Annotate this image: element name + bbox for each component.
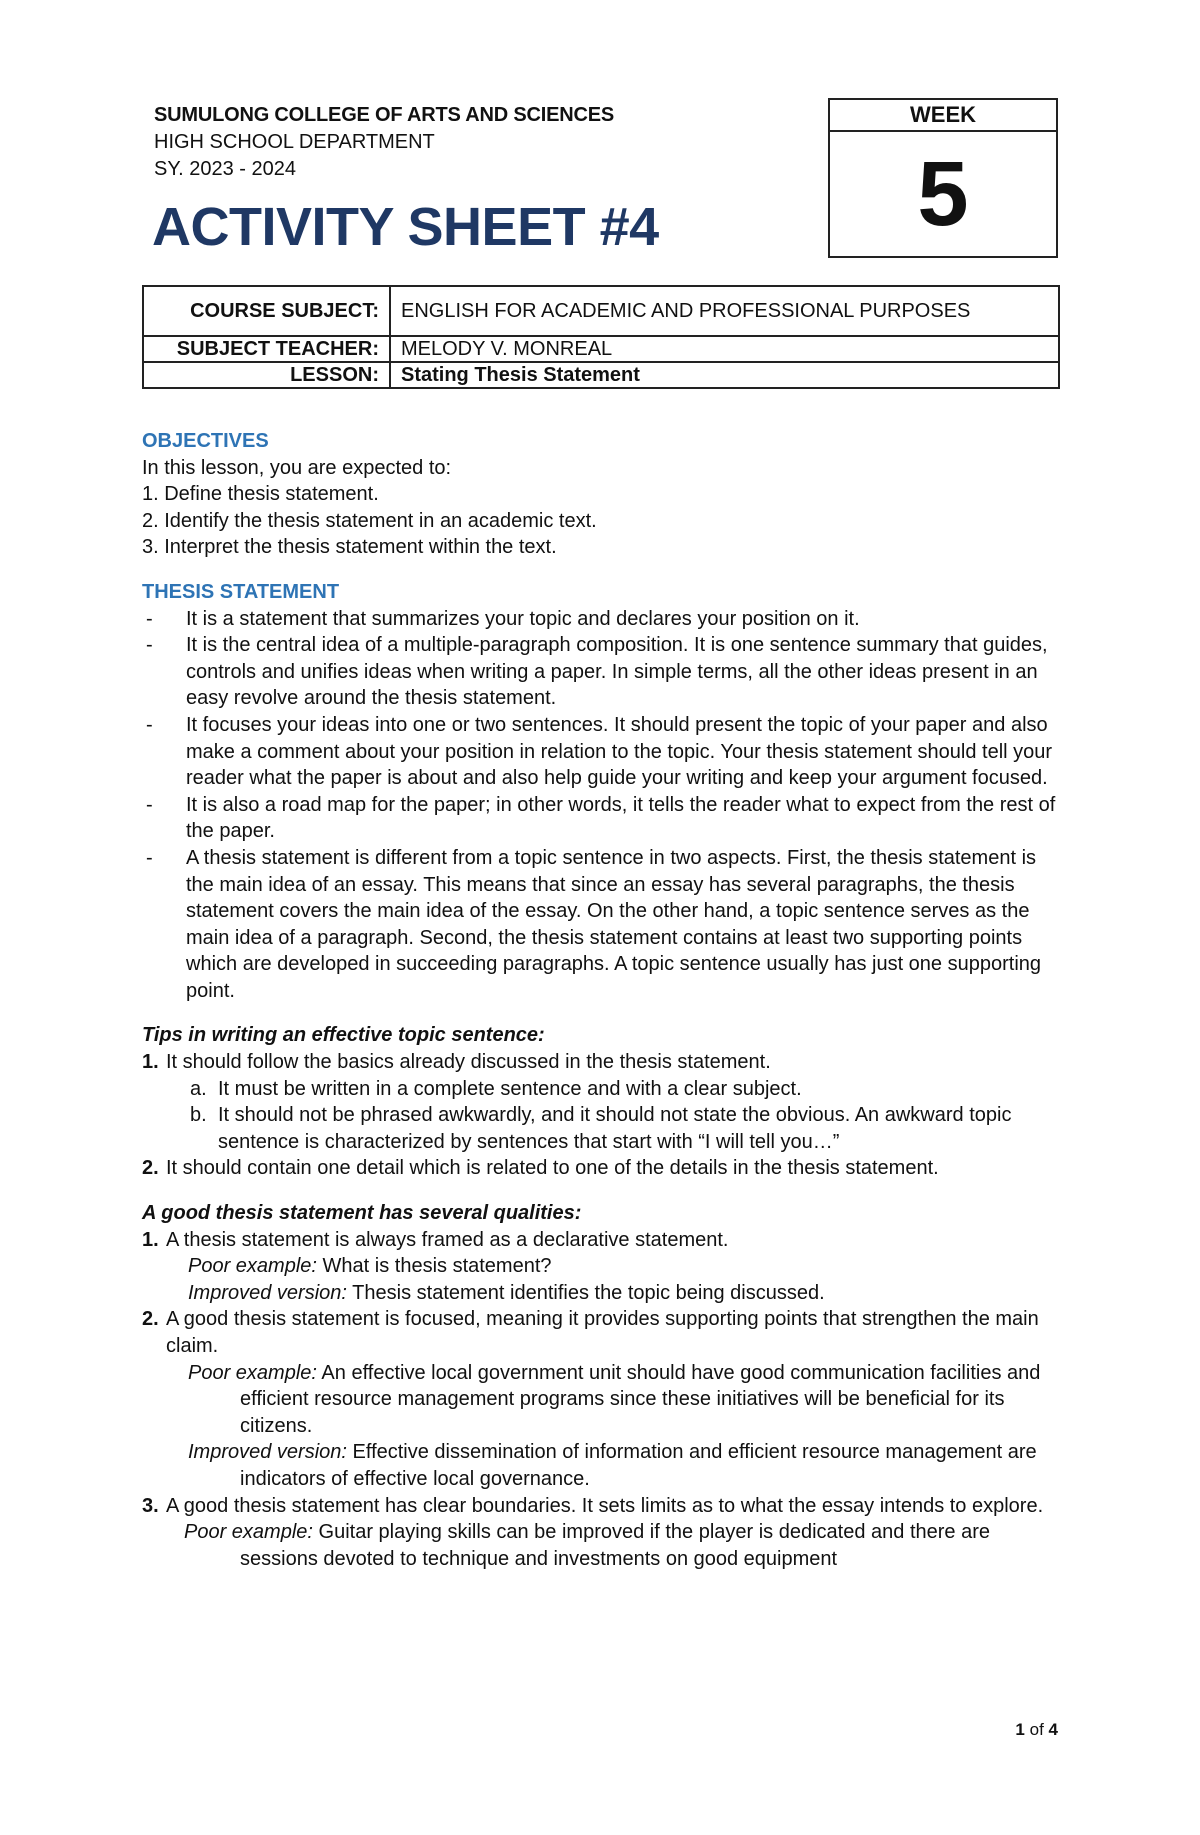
objective-item: 3. Interpret the thesis statement within the text. <box>142 536 557 559</box>
bullet-dash: - <box>146 634 153 657</box>
poor-example-text: An effective local government unit should have good communication facilities and efficient resource management programs since these initiatives will be beneficial for its citizens. <box>240 1361 1041 1437</box>
poor-example-text: Guitar playing skills can be improved if the player is dedicated and there are sessions devoted to technique and investments on good equipment <box>240 1521 991 1570</box>
tip-sub-text: It should not be phrased awkwardly, and it should not state the obvious. An awkward topic sentence is characterized by sentences that start with “I will tell you…” <box>218 1104 1012 1153</box>
bullet-dash: - <box>146 713 153 736</box>
course-info-table <box>142 285 1060 389</box>
page-total: 4 <box>1048 1720 1058 1739</box>
quality-text: A good thesis statement has clear boundaries. It sets limits as to what the essay intends to explore. <box>166 1494 1044 1517</box>
poor-example-label: Poor example: <box>188 1361 317 1384</box>
tip-sub-text: It must be written in a complete sentence and with a clear subject. <box>218 1077 802 1100</box>
improved-version <box>142 1280 1062 1307</box>
quality-item <box>142 1306 1062 1359</box>
thesis-point <box>142 606 1062 633</box>
thesis-point <box>142 632 1062 712</box>
quality-number: 3. <box>142 1494 159 1517</box>
thesis-heading: THESIS STATEMENT <box>142 580 340 603</box>
quality-text: A thesis statement is always framed as a declarative statement. <box>166 1228 729 1251</box>
tip-text: It should follow the basics already discussed in the thesis statement. <box>166 1051 771 1074</box>
poor-example-text: What is thesis statement? <box>322 1255 552 1278</box>
poor-example-label: Poor example: <box>188 1255 317 1278</box>
lesson-label: LESSON: <box>143 362 390 388</box>
document-body <box>142 428 1062 1572</box>
tip-item <box>142 1049 1062 1076</box>
quality-number: 2. <box>142 1308 159 1331</box>
bullet-dash: - <box>146 846 153 869</box>
objectives-heading: OBJECTIVES <box>142 430 269 452</box>
tip-sub-letter: a. <box>190 1077 207 1100</box>
thesis-point-text: A thesis statement is different from a topic sentence in two aspects. First, the thesis statement is the main idea of an essay. This means that since an essay has several paragraphs, the thesis statement covers the main idea of the essay. On the other hand, a topic sentence serves as the main idea of a paragraph. Second, the thesis statement contains at least two supporting points which are developed in succeeding paragraphs. A topic sentence usually has just one supporting point. <box>186 846 1042 1002</box>
thesis-point <box>142 845 1062 1005</box>
quality-item <box>142 1493 1062 1520</box>
qualities-heading: A good thesis statement has several qualities: <box>142 1202 582 1225</box>
bullet-dash: - <box>146 793 153 816</box>
quality-text: A good thesis statement is focused, meaning it provides supporting points that strengthen the main claim. <box>166 1308 1039 1357</box>
quality-item <box>142 1227 1062 1254</box>
teacher-label: SUBJECT TEACHER: <box>143 336 390 362</box>
thesis-point-text: It is the central idea of a multiple-paragraph composition. It is one sentence summary that guides, controls and unifies ideas when writing a paper. In simple terms, all the other ideas present in an easy revolve around the thesis statement. <box>186 634 1048 710</box>
teacher-value: MELODY V. MONREAL <box>390 336 1059 362</box>
department: HIGH SCHOOL DEPARTMENT <box>154 131 435 153</box>
tip-subitem <box>142 1076 1062 1103</box>
improved-version <box>142 1439 1062 1492</box>
course-subject-label: COURSE SUBJECT: <box>143 286 390 336</box>
week-box <box>828 98 1058 258</box>
poor-example-label: Poor example: <box>184 1521 313 1544</box>
week-label: WEEK <box>830 100 1056 132</box>
thesis-point-text: It is also a road map for the paper; in other words, it tells the reader what to expect from the rest of the paper. <box>186 793 1056 843</box>
objective-item: 1. Define thesis statement. <box>142 483 379 506</box>
tip-number: 1. <box>142 1051 159 1074</box>
improved-version-text: Thesis statement identifies the topic being discussed. <box>352 1281 825 1304</box>
school-name: SUMULONG COLLEGE OF ARTS AND SCIENCES <box>154 104 615 126</box>
poor-example <box>142 1360 1062 1440</box>
course-subject-value: ENGLISH FOR ACADEMIC AND PROFESSIONAL PURPOSES <box>390 286 1059 336</box>
objective-item: 2. Identify the thesis statement in an academic text. <box>142 509 597 532</box>
tips-heading: Tips in writing an effective topic sentence: <box>142 1024 545 1047</box>
week-number: 5 <box>917 143 969 245</box>
poor-example <box>142 1253 1062 1280</box>
school-year: SY. 2023 - 2024 <box>154 158 296 180</box>
page-of: of <box>1029 1720 1044 1739</box>
quality-number: 1. <box>142 1228 159 1251</box>
page-footer <box>1015 1720 1058 1740</box>
thesis-point-text: It is a statement that summarizes your topic and declares your position on it. <box>186 607 860 630</box>
tip-text: It should contain one detail which is related to one of the details in the thesis statement. <box>166 1157 939 1180</box>
tip-number: 2. <box>142 1157 159 1180</box>
tip-sub-letter: b. <box>190 1104 207 1127</box>
poor-example <box>142 1519 1062 1572</box>
page-number: 1 <box>1015 1720 1025 1739</box>
thesis-point-text: It focuses your ideas into one or two sentences. It should present the topic of your paper and also make a comment about your position in relation to the topic. Your thesis statement should tell your reader what the paper is about and also help guide your writing and keep your argument focused. <box>186 713 1053 790</box>
tip-subitem <box>142 1102 1062 1155</box>
thesis-point <box>142 712 1062 792</box>
lesson-value: Stating Thesis Statement <box>390 362 1059 388</box>
activity-title: ACTIVITY SHEET #4 <box>152 197 659 257</box>
improved-version-text: Effective dissemination of information and efficient resource management are indicators of effective local governance. <box>240 1441 1037 1490</box>
tip-item <box>142 1155 1062 1182</box>
bullet-dash: - <box>146 607 153 630</box>
objectives-intro: In this lesson, you are expected to: <box>142 456 452 479</box>
thesis-point <box>142 792 1062 845</box>
improved-version-label: Improved version: <box>188 1281 347 1304</box>
improved-version-label: Improved version: <box>188 1441 347 1464</box>
